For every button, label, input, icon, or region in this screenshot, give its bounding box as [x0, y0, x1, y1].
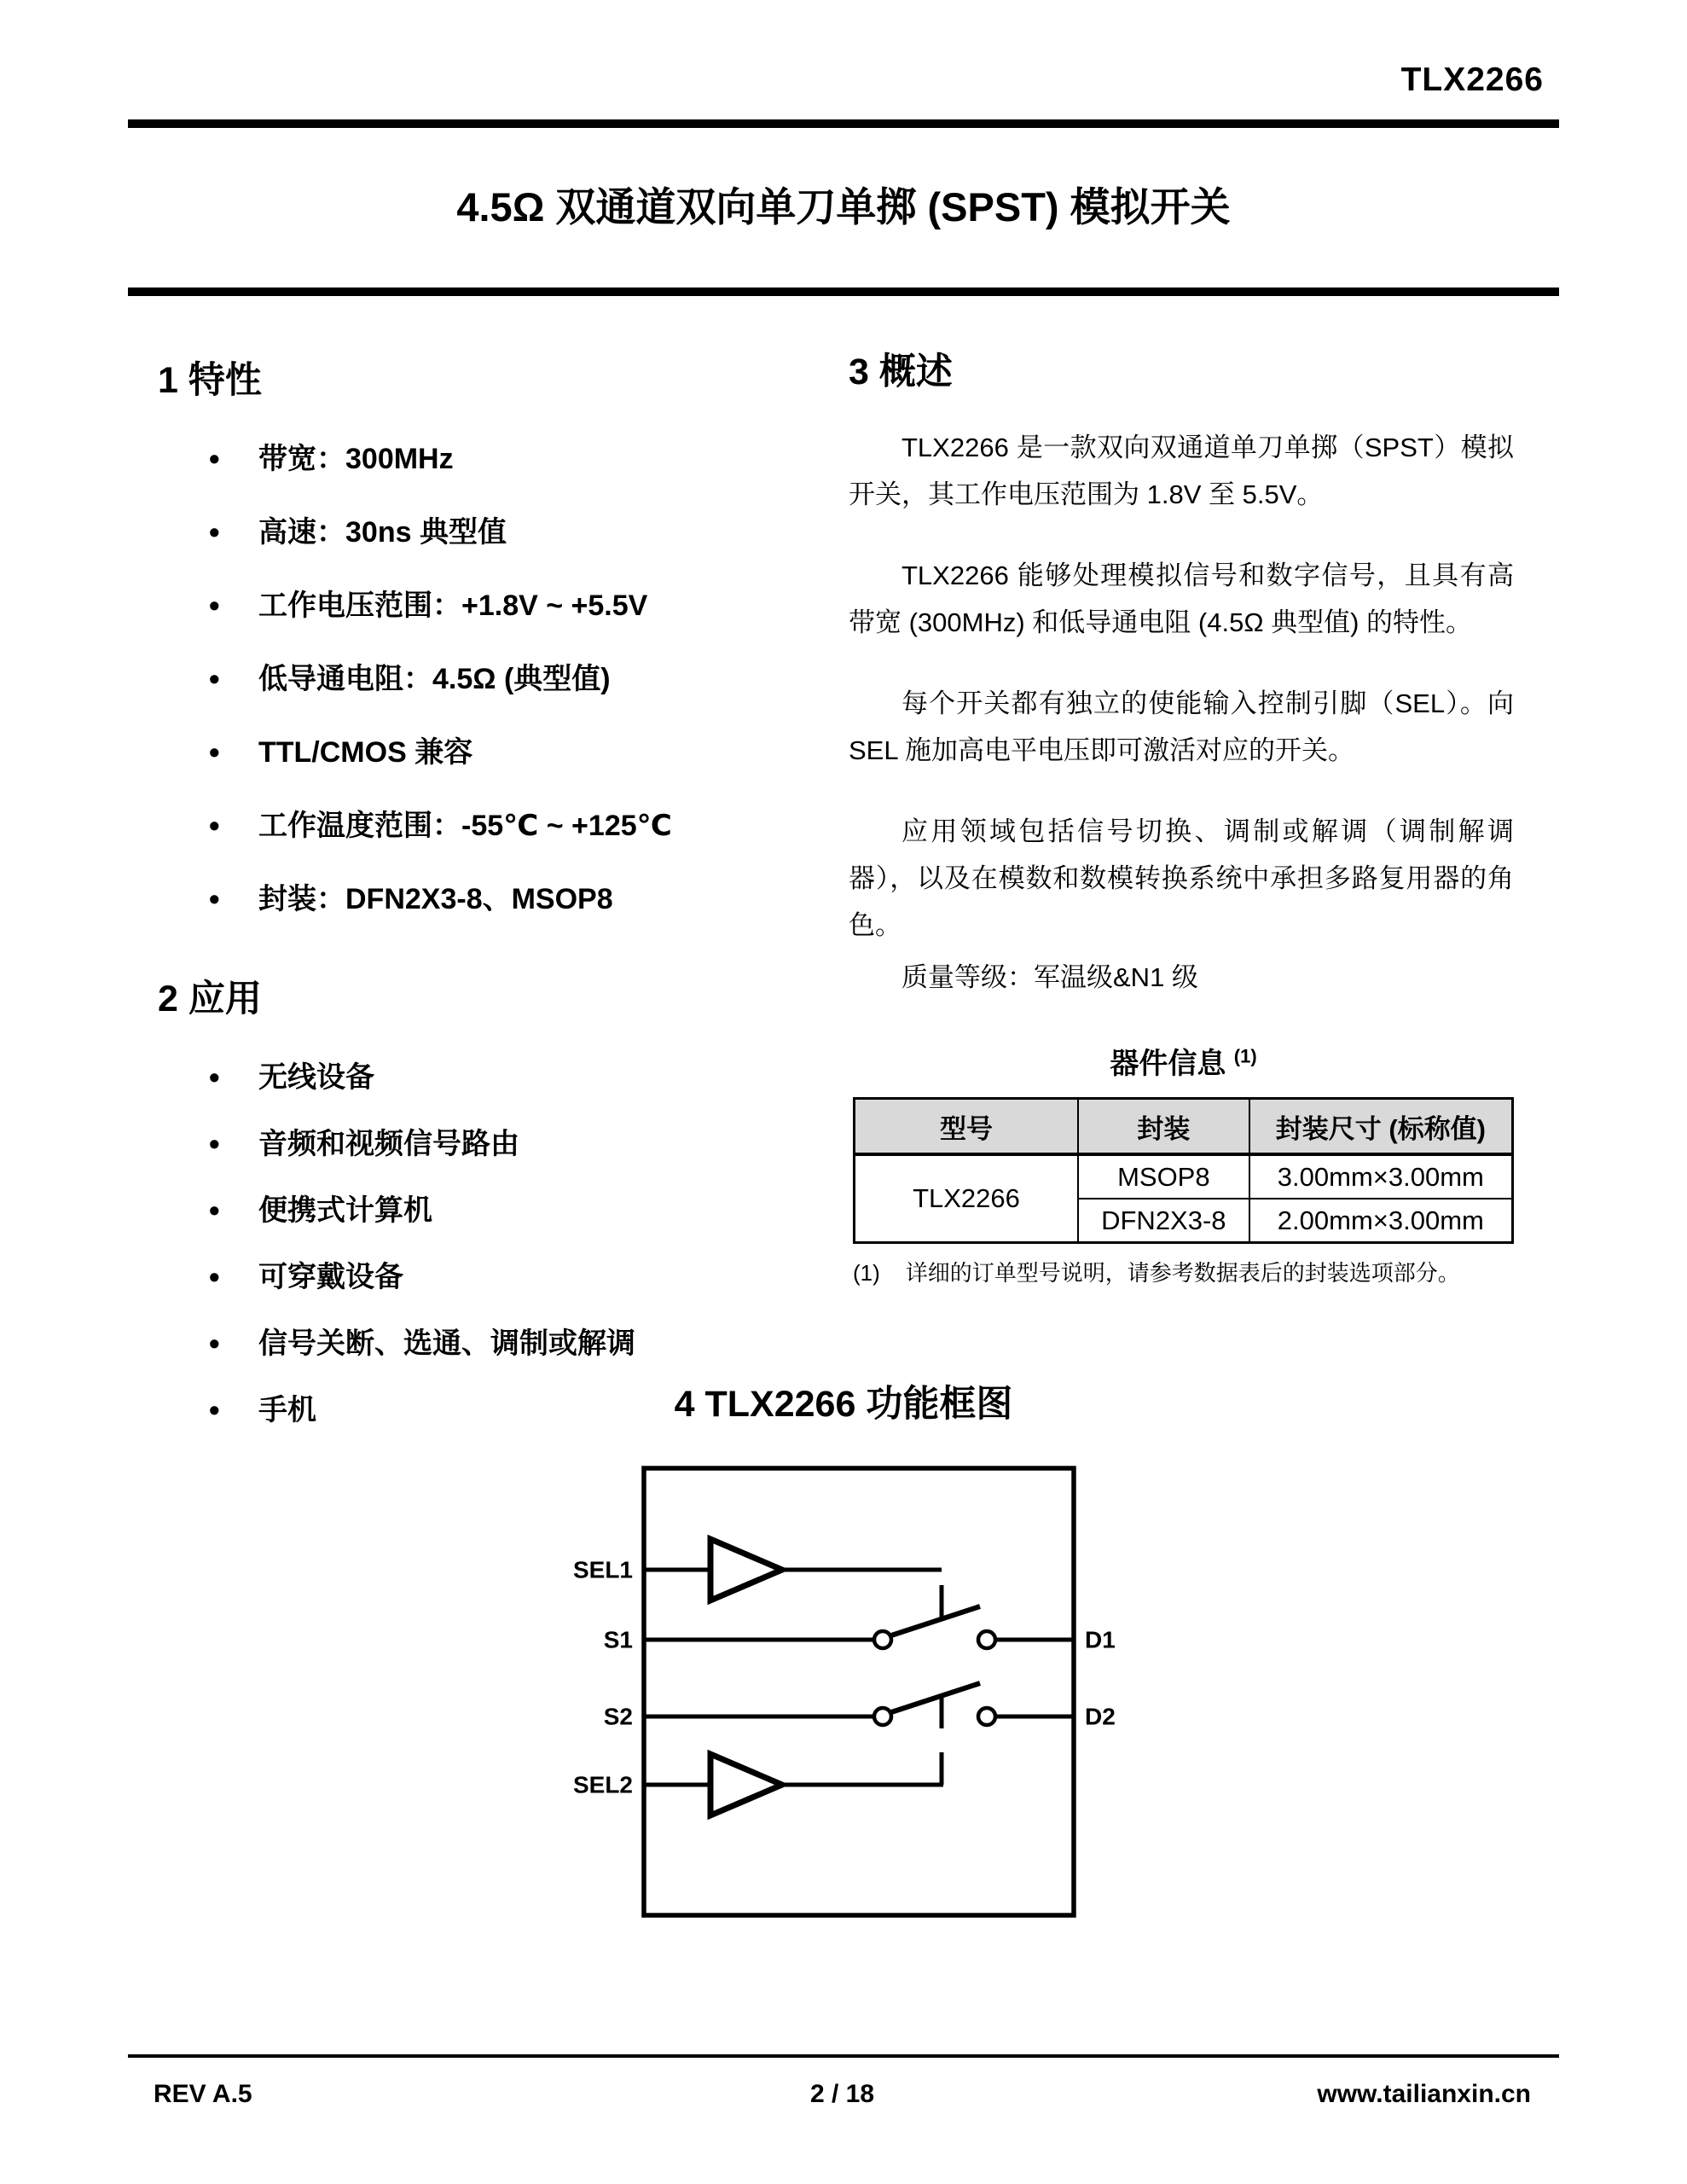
s2-contact-circle: [874, 1708, 891, 1725]
d1-contact-circle: [978, 1631, 995, 1648]
device-info-block: [849, 1040, 1514, 1287]
block-diagram-svg: [529, 1442, 1177, 1928]
quality-grade-line: 质量等级：军温级&N1 级: [901, 962, 1198, 992]
footnote-marker: (1): [853, 1260, 880, 1286]
feature-item: • 低导通电阻：4.5Ω (典型值): [158, 661, 789, 697]
device-info-title: [853, 1040, 1514, 1082]
applications-heading: 2 应用: [158, 979, 262, 1019]
package-cell: DFN2X3-8: [1078, 1199, 1249, 1243]
table-row: [855, 1154, 1513, 1199]
applications-list: [158, 1060, 789, 1428]
overview-paragraph: TLX2266 能够处理模拟信号和数字信号，且具有高带宽 (300MHz) 和低导通电阻 (4.5Ω 典型值) 的特性。: [849, 561, 1514, 637]
left-column: [158, 351, 789, 1459]
device-info-table: [853, 1097, 1514, 1244]
functional-block-diagram: [529, 1442, 1177, 1928]
application-item: • 无线设备: [158, 1060, 789, 1095]
column-header-package: 封装: [1078, 1099, 1249, 1155]
s1-contact-circle: [874, 1631, 891, 1648]
title-rule: [128, 288, 1559, 296]
package-cell: MSOP8: [1078, 1154, 1249, 1199]
table-footnote: [853, 1256, 1514, 1287]
feature-item: • 高速：30ns 典型值: [158, 514, 789, 550]
overview-heading: 3 概述: [849, 351, 953, 392]
header-rule: [128, 119, 1559, 128]
pin-label-s1: S1: [603, 1626, 633, 1653]
application-item: • 信号关断、选通、调制或解调: [158, 1326, 789, 1362]
revision-label: REV A.5: [154, 2080, 252, 2108]
overview-paragraph: 应用领域包括信号切换、调制或解调（调制解调器），以及在模数和数模转换系统中承担多路复用器的角色。: [849, 816, 1514, 940]
feature-item: • TTL/CMOS 兼容: [158, 735, 789, 770]
pin-label-d1: D1: [1085, 1626, 1116, 1653]
feature-item: • 带宽：300MHz: [158, 441, 789, 477]
pin-label-sel2: SEL2: [572, 1771, 633, 1798]
page-title: 4.5Ω 双通道双向单刀单掷 (SPST) 模拟开关: [456, 184, 1231, 229]
column-header-size: 封装尺寸 (标称值): [1249, 1099, 1513, 1155]
d2-contact-circle: [978, 1708, 995, 1725]
document-id: TLX2266: [1400, 61, 1544, 98]
application-item: • 音频和视频信号路由: [158, 1126, 789, 1162]
footnote-text: 详细的订单型号说明，请参考数据表后的封装选项部分。: [905, 1260, 1460, 1286]
size-cell: 2.00mm×3.00mm: [1249, 1199, 1513, 1243]
pin-label-s2: S2: [603, 1703, 633, 1730]
footer: [154, 2080, 1531, 2114]
pin-label-d2: D2: [1085, 1703, 1116, 1730]
features-list: [158, 441, 789, 917]
application-item: • 手机: [158, 1392, 789, 1428]
device-info-title-footnote-ref: (1): [1233, 1045, 1257, 1067]
size-cell: 3.00mm×3.00mm: [1249, 1154, 1513, 1199]
column-header-part: 型号: [855, 1099, 1078, 1155]
part-number-cell: TLX2266: [855, 1154, 1078, 1243]
application-item: • 便携式计算机: [158, 1193, 789, 1228]
block-diagram-heading: 4 TLX2266 功能框图: [674, 1384, 1013, 1425]
website-link: www.tailianxin.cn: [1317, 2080, 1531, 2108]
pin-label-sel1: SEL1: [572, 1556, 633, 1583]
overview-paragraph: TLX2266 是一款双向双通道单刀单掷（SPST）模拟开关，其工作电压范围为 1.8V 至 5.5V。: [849, 433, 1514, 509]
footer-rule: [128, 2054, 1559, 2058]
overview-paragraph: 每个开关都有独立的使能输入控制引脚（SEL）。向 SEL 施加高电平电压即可激活对应的开关。: [849, 688, 1514, 765]
feature-item: • 工作温度范围：-55℃ ~ +125℃: [158, 808, 789, 844]
features-heading: 1 特性: [158, 360, 262, 401]
device-info-title-text: 器件信息: [1110, 1048, 1226, 1080]
application-item: • 可穿戴设备: [158, 1259, 789, 1295]
feature-item: • 工作电压范围：+1.8V ~ +5.5V: [158, 588, 789, 624]
table-header-row: [855, 1099, 1513, 1155]
feature-item: • 封装：DFN2X3-8、MSOP8: [158, 881, 789, 917]
page-number: 2 / 18: [809, 2080, 875, 2108]
right-column: [849, 343, 1514, 1287]
